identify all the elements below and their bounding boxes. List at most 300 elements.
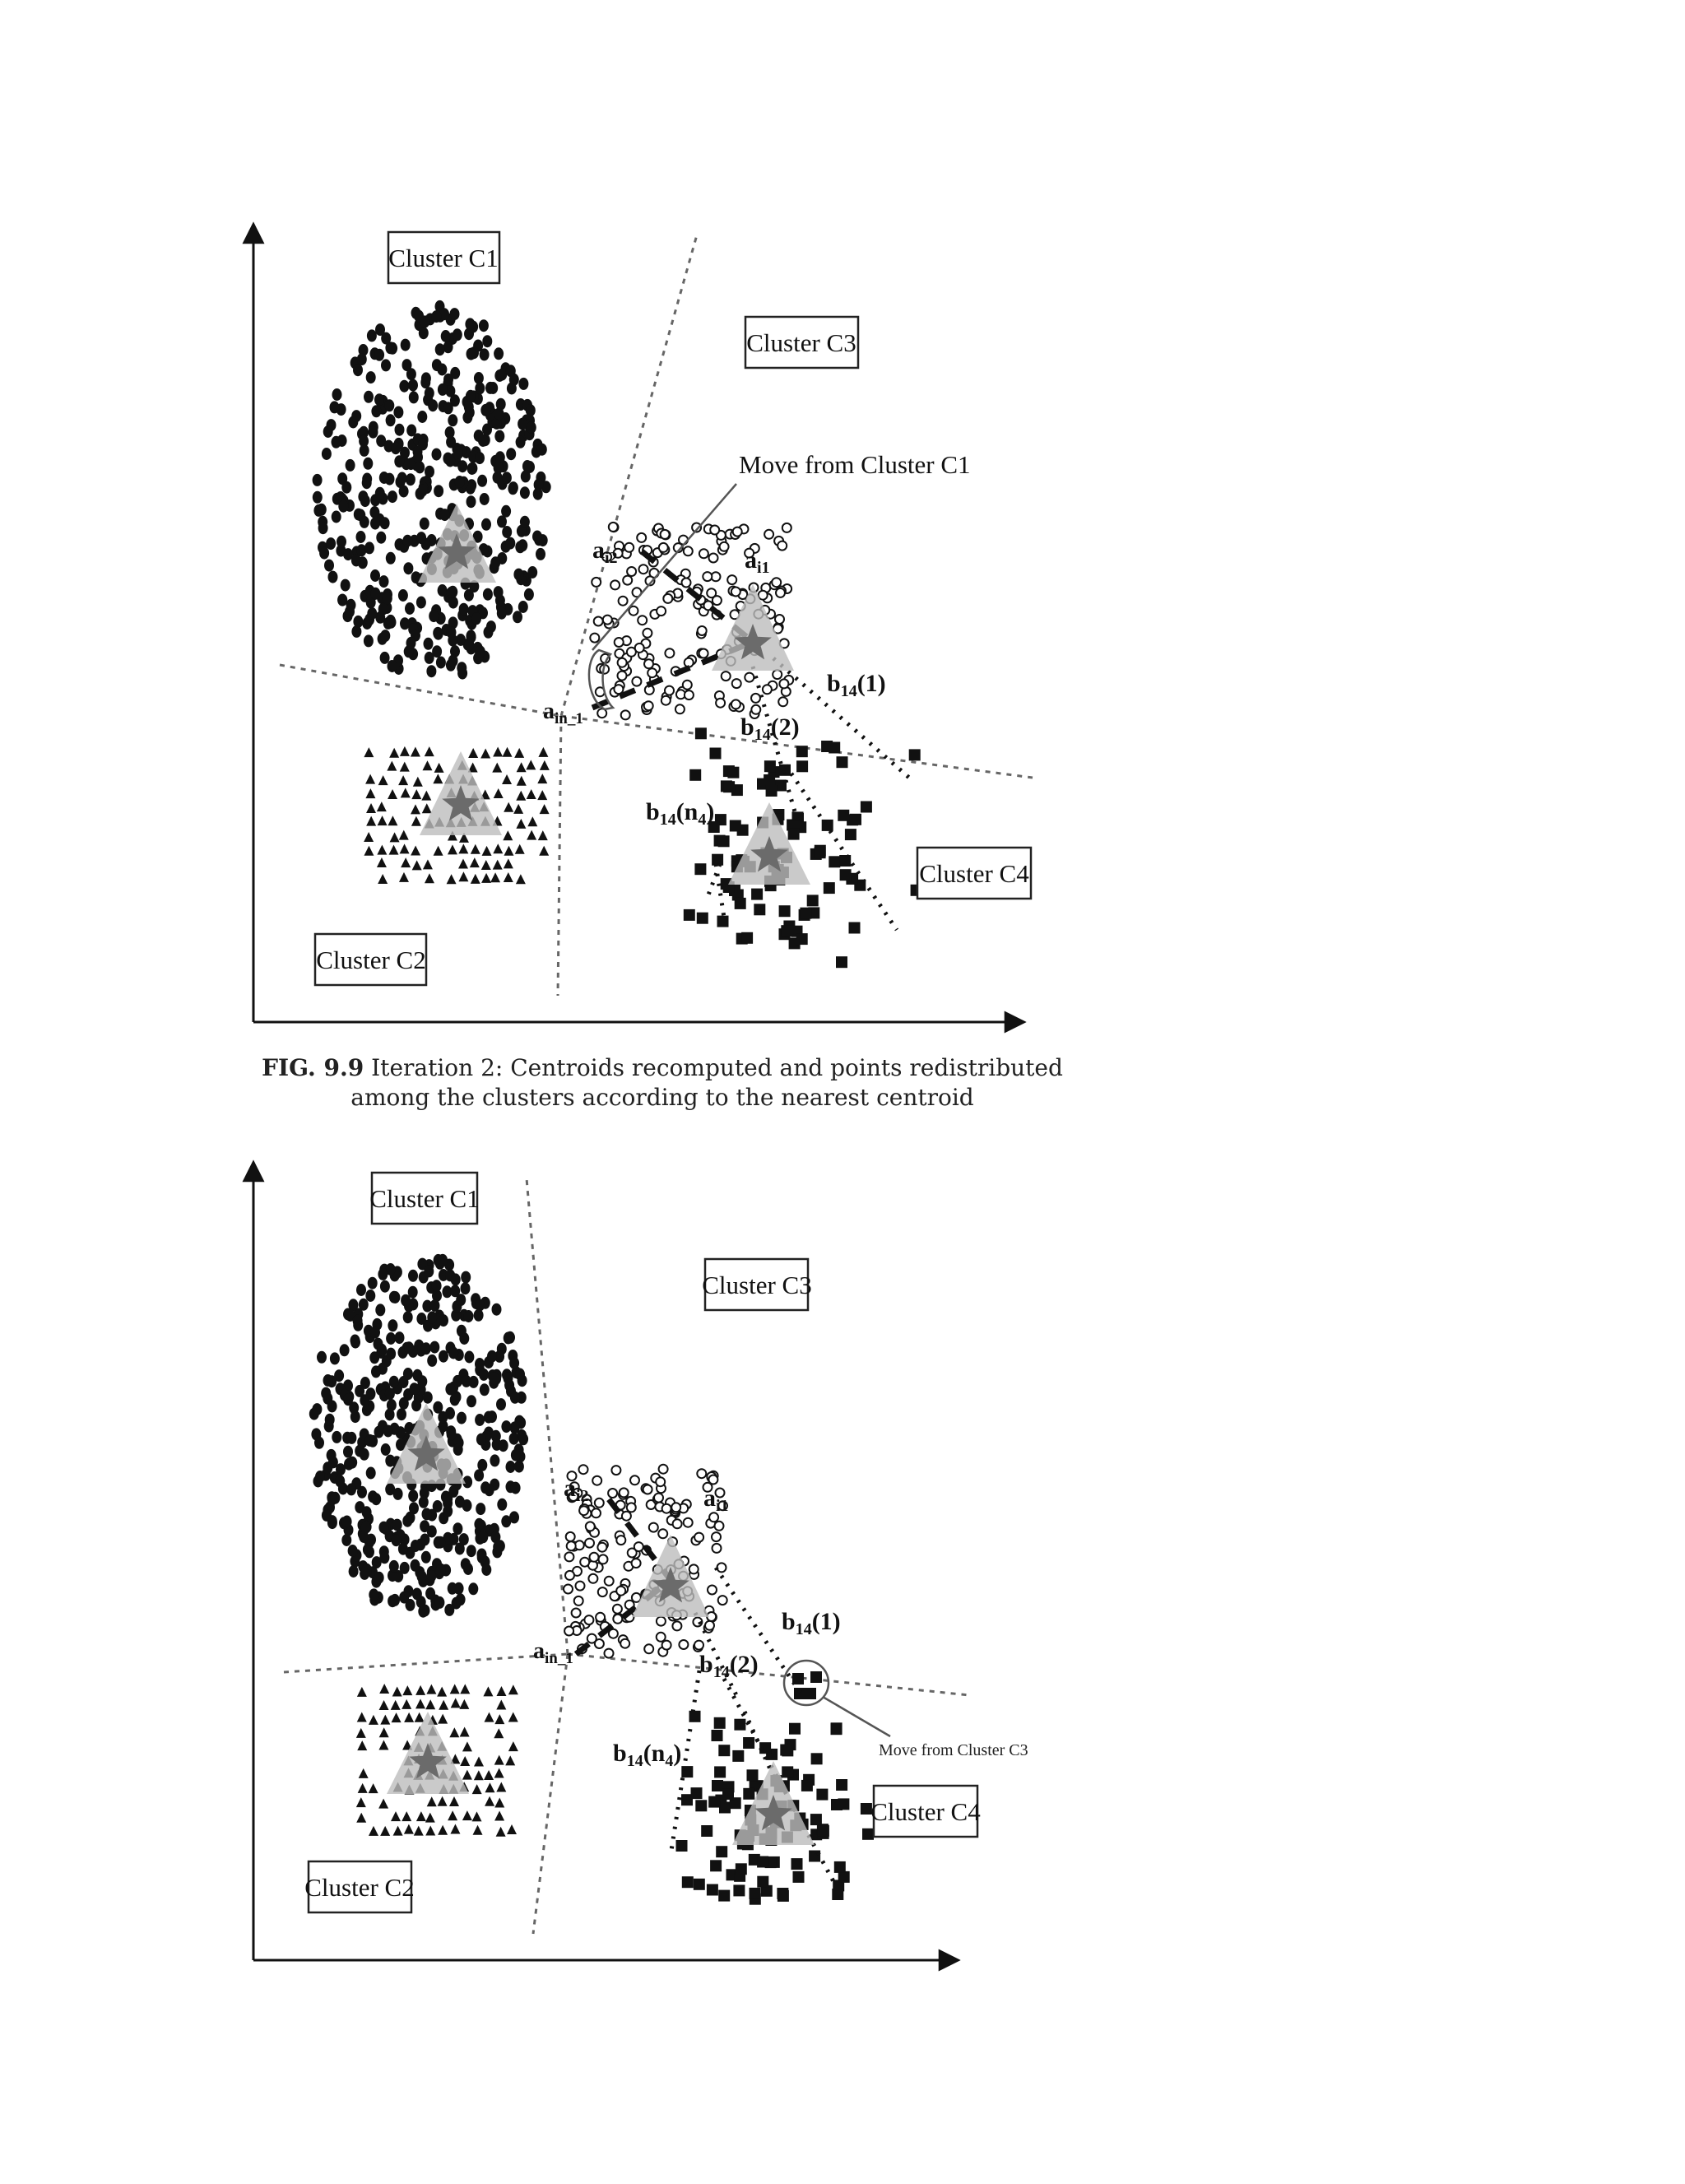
- data-point: [592, 1476, 601, 1485]
- data-point: [385, 1455, 395, 1467]
- data-point: [461, 1282, 471, 1294]
- symbol-ai1: $a_{i1}$: [745, 546, 770, 577]
- data-point: [428, 399, 438, 411]
- data-point: [415, 1698, 425, 1708]
- figure-number: FIG. 9.9: [262, 1054, 364, 1081]
- data-point: [367, 329, 377, 342]
- data-point: [845, 829, 856, 840]
- data-point: [722, 1788, 734, 1800]
- data-point: [682, 579, 691, 588]
- data-point: [745, 673, 754, 682]
- data-point: [718, 1745, 730, 1756]
- data-point: [518, 601, 528, 613]
- data-point: [451, 1273, 461, 1285]
- data-point: [459, 603, 469, 616]
- data-point: [438, 1825, 448, 1835]
- data-point: [527, 421, 536, 434]
- data-point: [313, 474, 323, 486]
- data-point: [326, 537, 336, 550]
- data-point: [710, 526, 719, 535]
- data-point: [639, 565, 648, 574]
- symbol-b14-n4: $b_{14}(n_4)$: [646, 798, 715, 829]
- data-point: [673, 1519, 682, 1528]
- data-point: [703, 572, 712, 581]
- data-point: [385, 1409, 395, 1421]
- data-point: [418, 485, 428, 497]
- data-point: [807, 895, 819, 906]
- data-point: [359, 1531, 369, 1543]
- data-point: [707, 1884, 718, 1896]
- data-point: [436, 657, 446, 669]
- data-point: [313, 491, 323, 504]
- data-point: [511, 1482, 521, 1494]
- symbol-b14-1: $b_{14}(1)$: [827, 670, 886, 700]
- data-point: [779, 905, 791, 917]
- data-point: [434, 846, 443, 856]
- data-point: [504, 1332, 513, 1345]
- data-point: [367, 607, 377, 620]
- data-point: [474, 1469, 484, 1481]
- data-point: [585, 1539, 594, 1548]
- data-point: [435, 343, 445, 355]
- data-point: [838, 810, 849, 821]
- data-point: [662, 1641, 671, 1650]
- data-point: [458, 843, 468, 853]
- data-point: [443, 374, 453, 386]
- data-point: [413, 445, 423, 458]
- data-point: [323, 425, 333, 438]
- data-point: [510, 1392, 520, 1404]
- data-point: [735, 898, 746, 909]
- data-point: [732, 1750, 744, 1762]
- data-point: [616, 1536, 625, 1545]
- data-point: [410, 1382, 420, 1395]
- data-point: [722, 671, 731, 681]
- data-point: [712, 854, 723, 866]
- data-point: [435, 1536, 445, 1549]
- data-point: [494, 1798, 504, 1808]
- data-point: [370, 569, 380, 582]
- data-point: [350, 1335, 360, 1347]
- symbol-b14-2: $b_{14}(2)$: [699, 1651, 759, 1681]
- data-point: [603, 616, 612, 625]
- data-point: [665, 648, 674, 658]
- data-point: [425, 1825, 435, 1835]
- data-point: [374, 349, 384, 361]
- data-point: [717, 1563, 726, 1572]
- data-point: [448, 414, 457, 426]
- data-point: [717, 916, 729, 927]
- data-point: [378, 1522, 388, 1534]
- data-point: [635, 644, 644, 653]
- svg-text:Cluster C1: Cluster C1: [369, 1184, 480, 1213]
- data-point: [638, 616, 647, 625]
- figure-caption: [206, 1053, 1119, 1113]
- data-point: [676, 1840, 688, 1852]
- data-point: [757, 1876, 768, 1888]
- data-point: [449, 1727, 459, 1737]
- data-point: [522, 460, 532, 472]
- symbol-ai2: $a_{i2}$: [592, 537, 618, 567]
- symbol-b14-1: $b_{14}(1)$: [782, 1608, 841, 1638]
- data-point: [538, 830, 548, 840]
- centroid-c4: [732, 1761, 815, 1845]
- data-point: [369, 1826, 378, 1836]
- data-point: [609, 523, 618, 532]
- data-point: [377, 845, 387, 855]
- data-point: [404, 1824, 414, 1834]
- data-point: [443, 1505, 453, 1517]
- data-point: [496, 1398, 506, 1410]
- data-point: [457, 662, 467, 674]
- data-point: [328, 571, 338, 583]
- data-point: [323, 1461, 332, 1474]
- data-point: [474, 1309, 484, 1322]
- data-point: [590, 634, 599, 643]
- data-point: [536, 548, 545, 560]
- data-point: [681, 1766, 693, 1777]
- data-point: [374, 393, 384, 406]
- data-point: [691, 1787, 703, 1799]
- data-point: [315, 1471, 325, 1483]
- data-point: [448, 634, 457, 647]
- data-point: [502, 774, 512, 784]
- data-point: [425, 1587, 435, 1600]
- data-point: [406, 425, 416, 437]
- data-point: [379, 575, 389, 588]
- data-point: [791, 1858, 803, 1870]
- data-point: [564, 1627, 573, 1636]
- data-point: [701, 1825, 713, 1837]
- data-point: [375, 487, 385, 500]
- data-point: [429, 610, 439, 622]
- data-point: [357, 353, 367, 365]
- data-point: [511, 1449, 521, 1461]
- data-point: [485, 1796, 494, 1806]
- data-point: [444, 1604, 454, 1616]
- data-point: [508, 482, 518, 495]
- data-point: [399, 1397, 409, 1410]
- label-move-from-c3: Move from Cluster C3: [879, 1741, 1028, 1759]
- data-point: [419, 1496, 429, 1508]
- data-point: [598, 1587, 607, 1596]
- data-point: [359, 1299, 369, 1311]
- data-point: [370, 588, 380, 600]
- data-point: [432, 448, 442, 461]
- data-point: [386, 552, 396, 565]
- data-point: [494, 430, 504, 443]
- data-point: [697, 1469, 706, 1478]
- data-point: [778, 541, 787, 551]
- data-point: [461, 1271, 471, 1284]
- data-point: [356, 531, 366, 543]
- data-point: [695, 727, 707, 739]
- data-point: [441, 330, 451, 342]
- data-point: [494, 407, 504, 420]
- data-point: [789, 1723, 801, 1735]
- data-point: [614, 685, 623, 694]
- data-point: [402, 1515, 412, 1527]
- data-point: [533, 488, 543, 500]
- data-point: [421, 791, 431, 801]
- data-point: [416, 532, 426, 544]
- data-point: [532, 531, 542, 543]
- data-point: [779, 679, 788, 688]
- data-point: [398, 589, 408, 602]
- data-point: [861, 802, 872, 813]
- data-point: [378, 816, 388, 825]
- data-point: [712, 1730, 723, 1741]
- data-point: [644, 659, 653, 668]
- data-point: [448, 1582, 457, 1595]
- data-point: [383, 592, 392, 605]
- data-point: [411, 746, 420, 756]
- data-point: [782, 1745, 793, 1756]
- data-point: [480, 1383, 490, 1396]
- data-point: [776, 588, 785, 597]
- data-point: [416, 1811, 426, 1821]
- data-point: [415, 1712, 425, 1722]
- symbol-ai1: $a_{i1}$: [703, 1485, 729, 1515]
- data-point: [385, 1387, 395, 1400]
- data-point: [400, 843, 410, 853]
- data-point: [496, 1827, 506, 1837]
- data-point: [467, 495, 476, 508]
- svg-text:Cluster C4: Cluster C4: [919, 859, 1029, 888]
- data-point: [391, 1700, 401, 1710]
- data-point: [716, 1489, 725, 1498]
- data-point: [822, 820, 833, 831]
- data-point: [477, 1551, 487, 1564]
- data-point: [359, 1768, 369, 1778]
- data-point: [564, 1552, 573, 1561]
- data-point: [515, 1368, 525, 1381]
- data-point: [378, 1268, 388, 1280]
- data-point: [397, 1408, 406, 1420]
- data-point: [518, 378, 528, 390]
- data-point: [788, 829, 800, 840]
- data-point: [778, 1890, 789, 1902]
- data-point: [440, 509, 450, 521]
- data-point: [759, 591, 768, 600]
- data-point: [805, 1688, 816, 1699]
- data-point: [401, 788, 411, 797]
- data-point: [579, 1506, 588, 1515]
- data-point: [330, 1492, 340, 1504]
- label-cluster-c4: [917, 848, 1031, 899]
- data-point: [794, 1688, 805, 1699]
- data-point: [493, 746, 503, 756]
- data-point: [513, 611, 522, 623]
- data-point: [389, 748, 399, 758]
- data-point: [336, 1463, 346, 1475]
- caption-line-1: FIG. 9.9 Iteration 2: Centroids recomputed and points redistributed: [262, 1054, 1063, 1081]
- data-point: [613, 1605, 622, 1614]
- data-point: [657, 1617, 666, 1626]
- data-point: [494, 788, 504, 798]
- data-point: [323, 1374, 333, 1387]
- data-point: [483, 588, 493, 601]
- data-point: [657, 1633, 666, 1642]
- data-point: [400, 762, 410, 772]
- data-point: [494, 586, 504, 598]
- data-point: [387, 761, 397, 771]
- data-point: [318, 522, 328, 534]
- data-point: [595, 1499, 604, 1508]
- data-point: [455, 476, 465, 488]
- label-cluster-c3: [745, 317, 858, 368]
- data-point: [405, 602, 415, 615]
- data-point: [710, 1860, 722, 1871]
- data-point: [481, 860, 491, 870]
- data-point: [766, 785, 778, 797]
- data-point: [599, 1554, 608, 1564]
- data-point: [481, 873, 491, 883]
- data-point: [330, 401, 340, 413]
- data-point: [439, 1314, 448, 1327]
- data-point: [775, 615, 784, 624]
- data-point: [380, 1280, 390, 1293]
- data-point: [388, 490, 397, 503]
- data-point: [644, 701, 653, 710]
- data-point: [445, 1383, 455, 1396]
- data-point: [501, 1515, 511, 1527]
- data-point: [730, 820, 741, 832]
- data-point: [449, 1796, 459, 1806]
- data-point: [337, 536, 346, 548]
- data-point: [322, 448, 332, 460]
- data-point: [403, 562, 413, 574]
- data-point: [362, 476, 372, 489]
- data-point: [497, 1499, 507, 1511]
- data-point: [453, 328, 462, 341]
- data-point: [620, 1639, 629, 1648]
- data-point: [425, 1699, 435, 1709]
- data-point: [502, 472, 512, 484]
- data-point: [501, 1420, 511, 1433]
- data-point: [689, 1564, 699, 1573]
- data-point: [409, 391, 419, 403]
- data-point: [811, 1753, 823, 1764]
- data-point: [537, 444, 547, 456]
- data-point: [448, 1485, 458, 1498]
- data-point: [355, 1385, 364, 1397]
- data-point: [610, 580, 620, 589]
- data-point: [314, 1437, 324, 1449]
- data-point: [620, 1488, 629, 1497]
- data-point: [374, 1426, 384, 1438]
- data-point: [508, 1684, 518, 1694]
- data-point: [527, 830, 536, 840]
- data-point: [834, 1861, 846, 1873]
- data-point: [644, 1644, 653, 1653]
- data-point: [733, 527, 742, 537]
- caption-line-2: among the clusters according to the nearest centroid: [350, 1084, 974, 1111]
- data-point: [365, 788, 375, 798]
- data-point: [364, 634, 374, 647]
- data-point: [502, 747, 512, 757]
- label-cluster-c2: [315, 934, 426, 985]
- data-point: [365, 1289, 375, 1302]
- data-point: [505, 1755, 515, 1765]
- svg-text:Cluster C2: Cluster C2: [316, 946, 426, 974]
- data-point: [526, 760, 536, 769]
- data-point: [420, 315, 429, 328]
- data-point: [453, 1443, 463, 1456]
- data-point: [422, 803, 432, 813]
- data-point: [392, 1712, 402, 1722]
- data-point: [754, 904, 765, 915]
- data-point: [518, 539, 527, 551]
- data-point: [710, 748, 722, 760]
- data-point: [516, 791, 526, 801]
- data-point: [734, 1719, 745, 1731]
- data-point: [527, 566, 537, 579]
- data-point: [403, 1311, 413, 1323]
- data-point: [395, 1331, 405, 1344]
- data-point: [616, 1587, 625, 1596]
- data-point: [698, 626, 707, 635]
- data-point: [478, 1531, 488, 1543]
- data-point: [485, 1484, 494, 1496]
- data-point: [496, 1782, 506, 1791]
- data-point: [389, 1376, 399, 1388]
- data-point: [393, 407, 403, 419]
- data-point: [466, 390, 476, 402]
- data-point: [391, 442, 401, 454]
- data-point: [402, 1685, 412, 1695]
- data-point: [462, 1810, 472, 1820]
- data-point: [621, 710, 630, 719]
- data-point: [714, 1766, 726, 1777]
- data-point: [371, 405, 381, 417]
- data-point: [708, 1796, 720, 1808]
- data-point: [648, 668, 657, 677]
- data-point: [319, 547, 329, 560]
- data-point: [430, 1299, 440, 1312]
- data-point: [490, 872, 500, 882]
- data-point: [426, 665, 436, 677]
- data-point: [364, 832, 374, 842]
- data-point: [750, 1888, 761, 1899]
- data-point: [661, 696, 671, 705]
- data-point: [427, 1355, 437, 1367]
- data-point: [453, 446, 463, 458]
- data-point: [506, 448, 516, 460]
- data-point: [623, 576, 632, 585]
- data-point: [679, 1640, 688, 1649]
- data-point: [422, 1508, 432, 1520]
- data-point: [467, 462, 477, 475]
- data-point: [450, 1684, 460, 1694]
- data-point: [479, 1368, 489, 1381]
- data-point: [497, 607, 507, 620]
- data-point: [475, 1414, 485, 1426]
- data-point: [456, 1593, 466, 1605]
- data-point: [527, 789, 536, 799]
- data-point: [470, 857, 480, 867]
- data-point: [477, 475, 487, 487]
- data-point: [343, 1446, 353, 1458]
- data-point: [380, 1826, 390, 1836]
- data-point: [458, 871, 468, 881]
- data-point: [480, 493, 490, 505]
- data-point: [369, 506, 379, 518]
- data-point: [494, 1768, 504, 1777]
- data-point: [427, 1796, 437, 1806]
- data-point: [832, 1889, 843, 1900]
- data-point: [831, 1723, 842, 1735]
